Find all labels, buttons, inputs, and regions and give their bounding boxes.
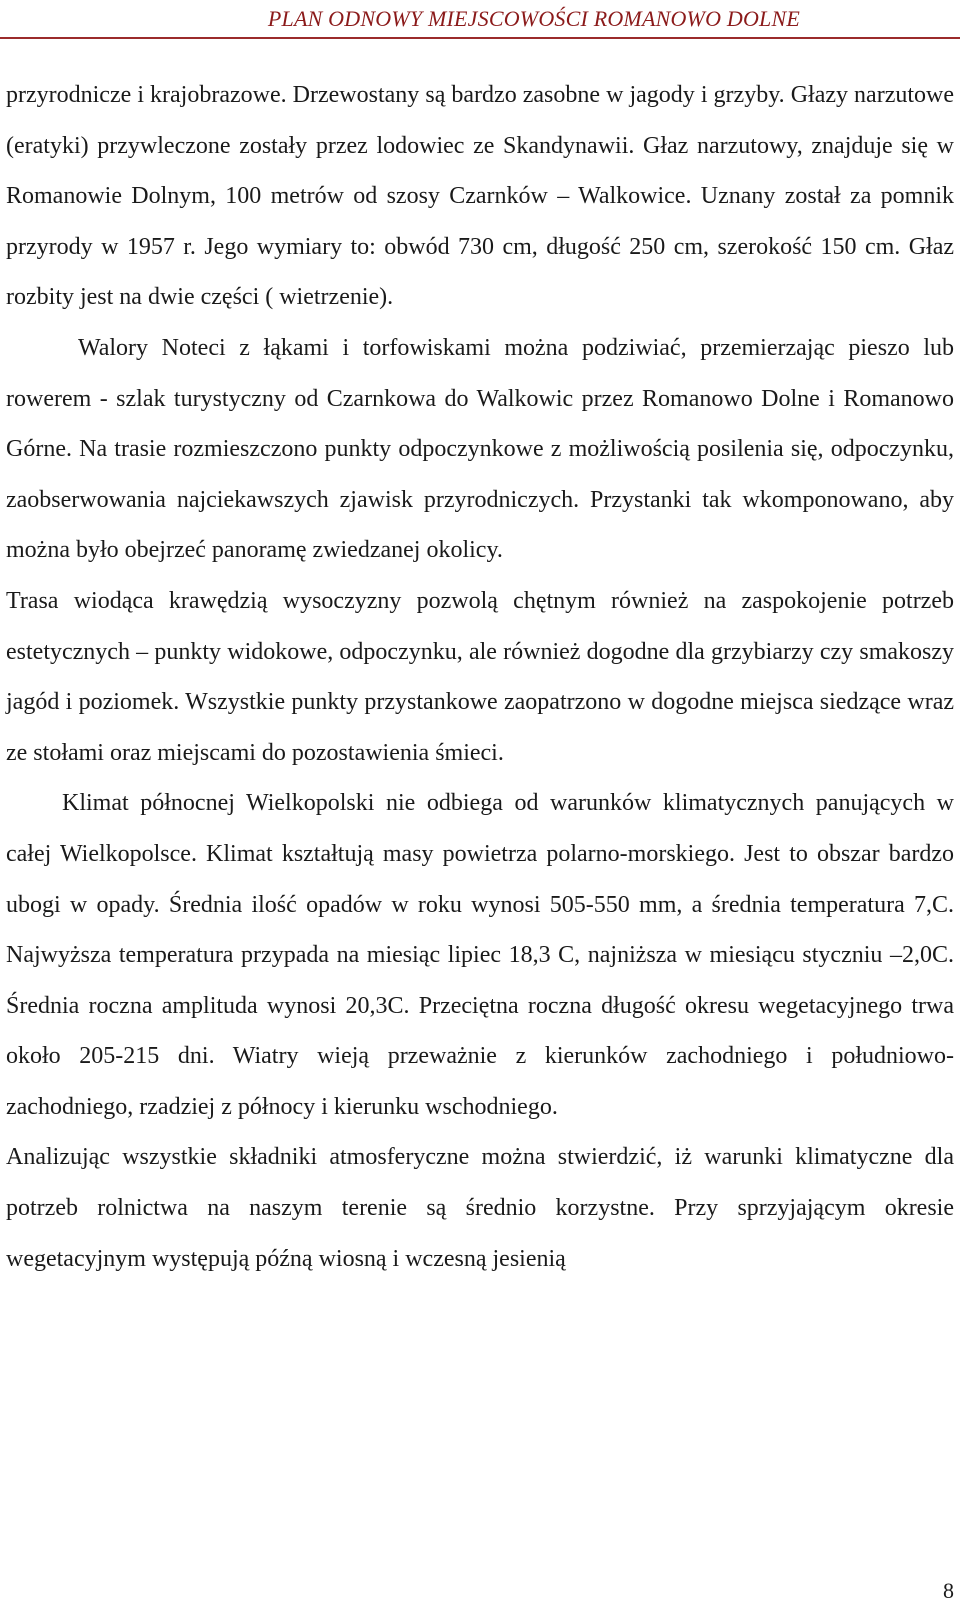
header-title: PLAN ODNOWY MIEJSCOWOŚCI ROMANOWO DOLNE bbox=[267, 6, 800, 31]
document-body bbox=[6, 70, 954, 1284]
page-header bbox=[0, 0, 960, 40]
page-number: 8 bbox=[943, 1578, 954, 1603]
paragraph-klimat: Klimat północnej Wielkopolski nie odbiega od warunków klimatycznych panujących w całej Wielkopolsce. Klimat kształtują masy powietrza polarno-morskiego. Jest to obszar bardzo ubogi w opady. Średnia ilość opadów w roku wynosi 505-550 mm, a średnia temperatura 7,C. Najwyższa temperatura przypada na miesiąc lipiec 18,3 C, najniższa w miesiącu styczniu –2,0C. Średnia roczna amplituda wynosi 20,3C. Przeciętna roczna długość okresu wegetacyjnego trwa około 205-215 dni. Wiatry wieją przeważnie z kierunków zachodniego i południowo-zachodniego, rzadziej z północy i kierunku wschodniego. bbox=[6, 790, 954, 1120]
header-rule bbox=[0, 37, 960, 39]
paragraph-trasa: Trasa wiodąca krawędzią wysoczyzny pozwolą chętnym również na zaspokojenie potrzeb estetycznych – punkty widokowe, odpoczynku, ale również dogodne dla grzybiarzy czy smakoszy jagód i poziomek. Wszystkie punkty przystankowe zaopatrzono w dogodne miejsca siedzące wraz ze stołami oraz miejscami do pozostawienia śmieci. bbox=[6, 587, 954, 766]
paragraph-analizujac: Analizując wszystkie składniki atmosferyczne można stwierdzić, iż warunki klimatyczne dla potrzeb rolnictwa na naszym terenie są średnio korzystne. Przy sprzyjającym okresie wegetacyjnym występują późną wiosną i wczesną jesienią bbox=[6, 1144, 954, 1272]
paragraph-glaz-narzutowy: przyrodnicze i krajobrazowe. Drzewostany są bardzo zasobne w jagody i grzyby. Głazy narzutowe (eratyki) przywleczone zostały przez lodowiec ze Skandynawii. Głaz narzutowy, znajduje się w Romanowie Dolnym, 100 metrów od szosy Czarnków – Walkowice. Uznany został za pomnik przyrody w 1957 r. Jego wymiary to: obwód 730 cm, długość 250 cm, szerokość 150 cm. Głaz rozbity jest na dwie części ( wietrzenie). bbox=[6, 82, 954, 311]
paragraph-walory-noteci: Walory Noteci z łąkami i torfowiskami można podziwiać, przemierzając pieszo lub rowerem - szlak turystyczny od Czarnkowa do Walkowic przez Romanowo Dolne i Romanowo Górne. Na trasie rozmieszczono punkty odpoczynkowe z możliwością posilenia się, odpoczynku, zaobserwowania najciekawszych zjawisk przyrodniczych. Przystanki tak wkomponowano, aby można było obejrzeć panoramę zwiedzanej okolicy. bbox=[6, 334, 954, 564]
